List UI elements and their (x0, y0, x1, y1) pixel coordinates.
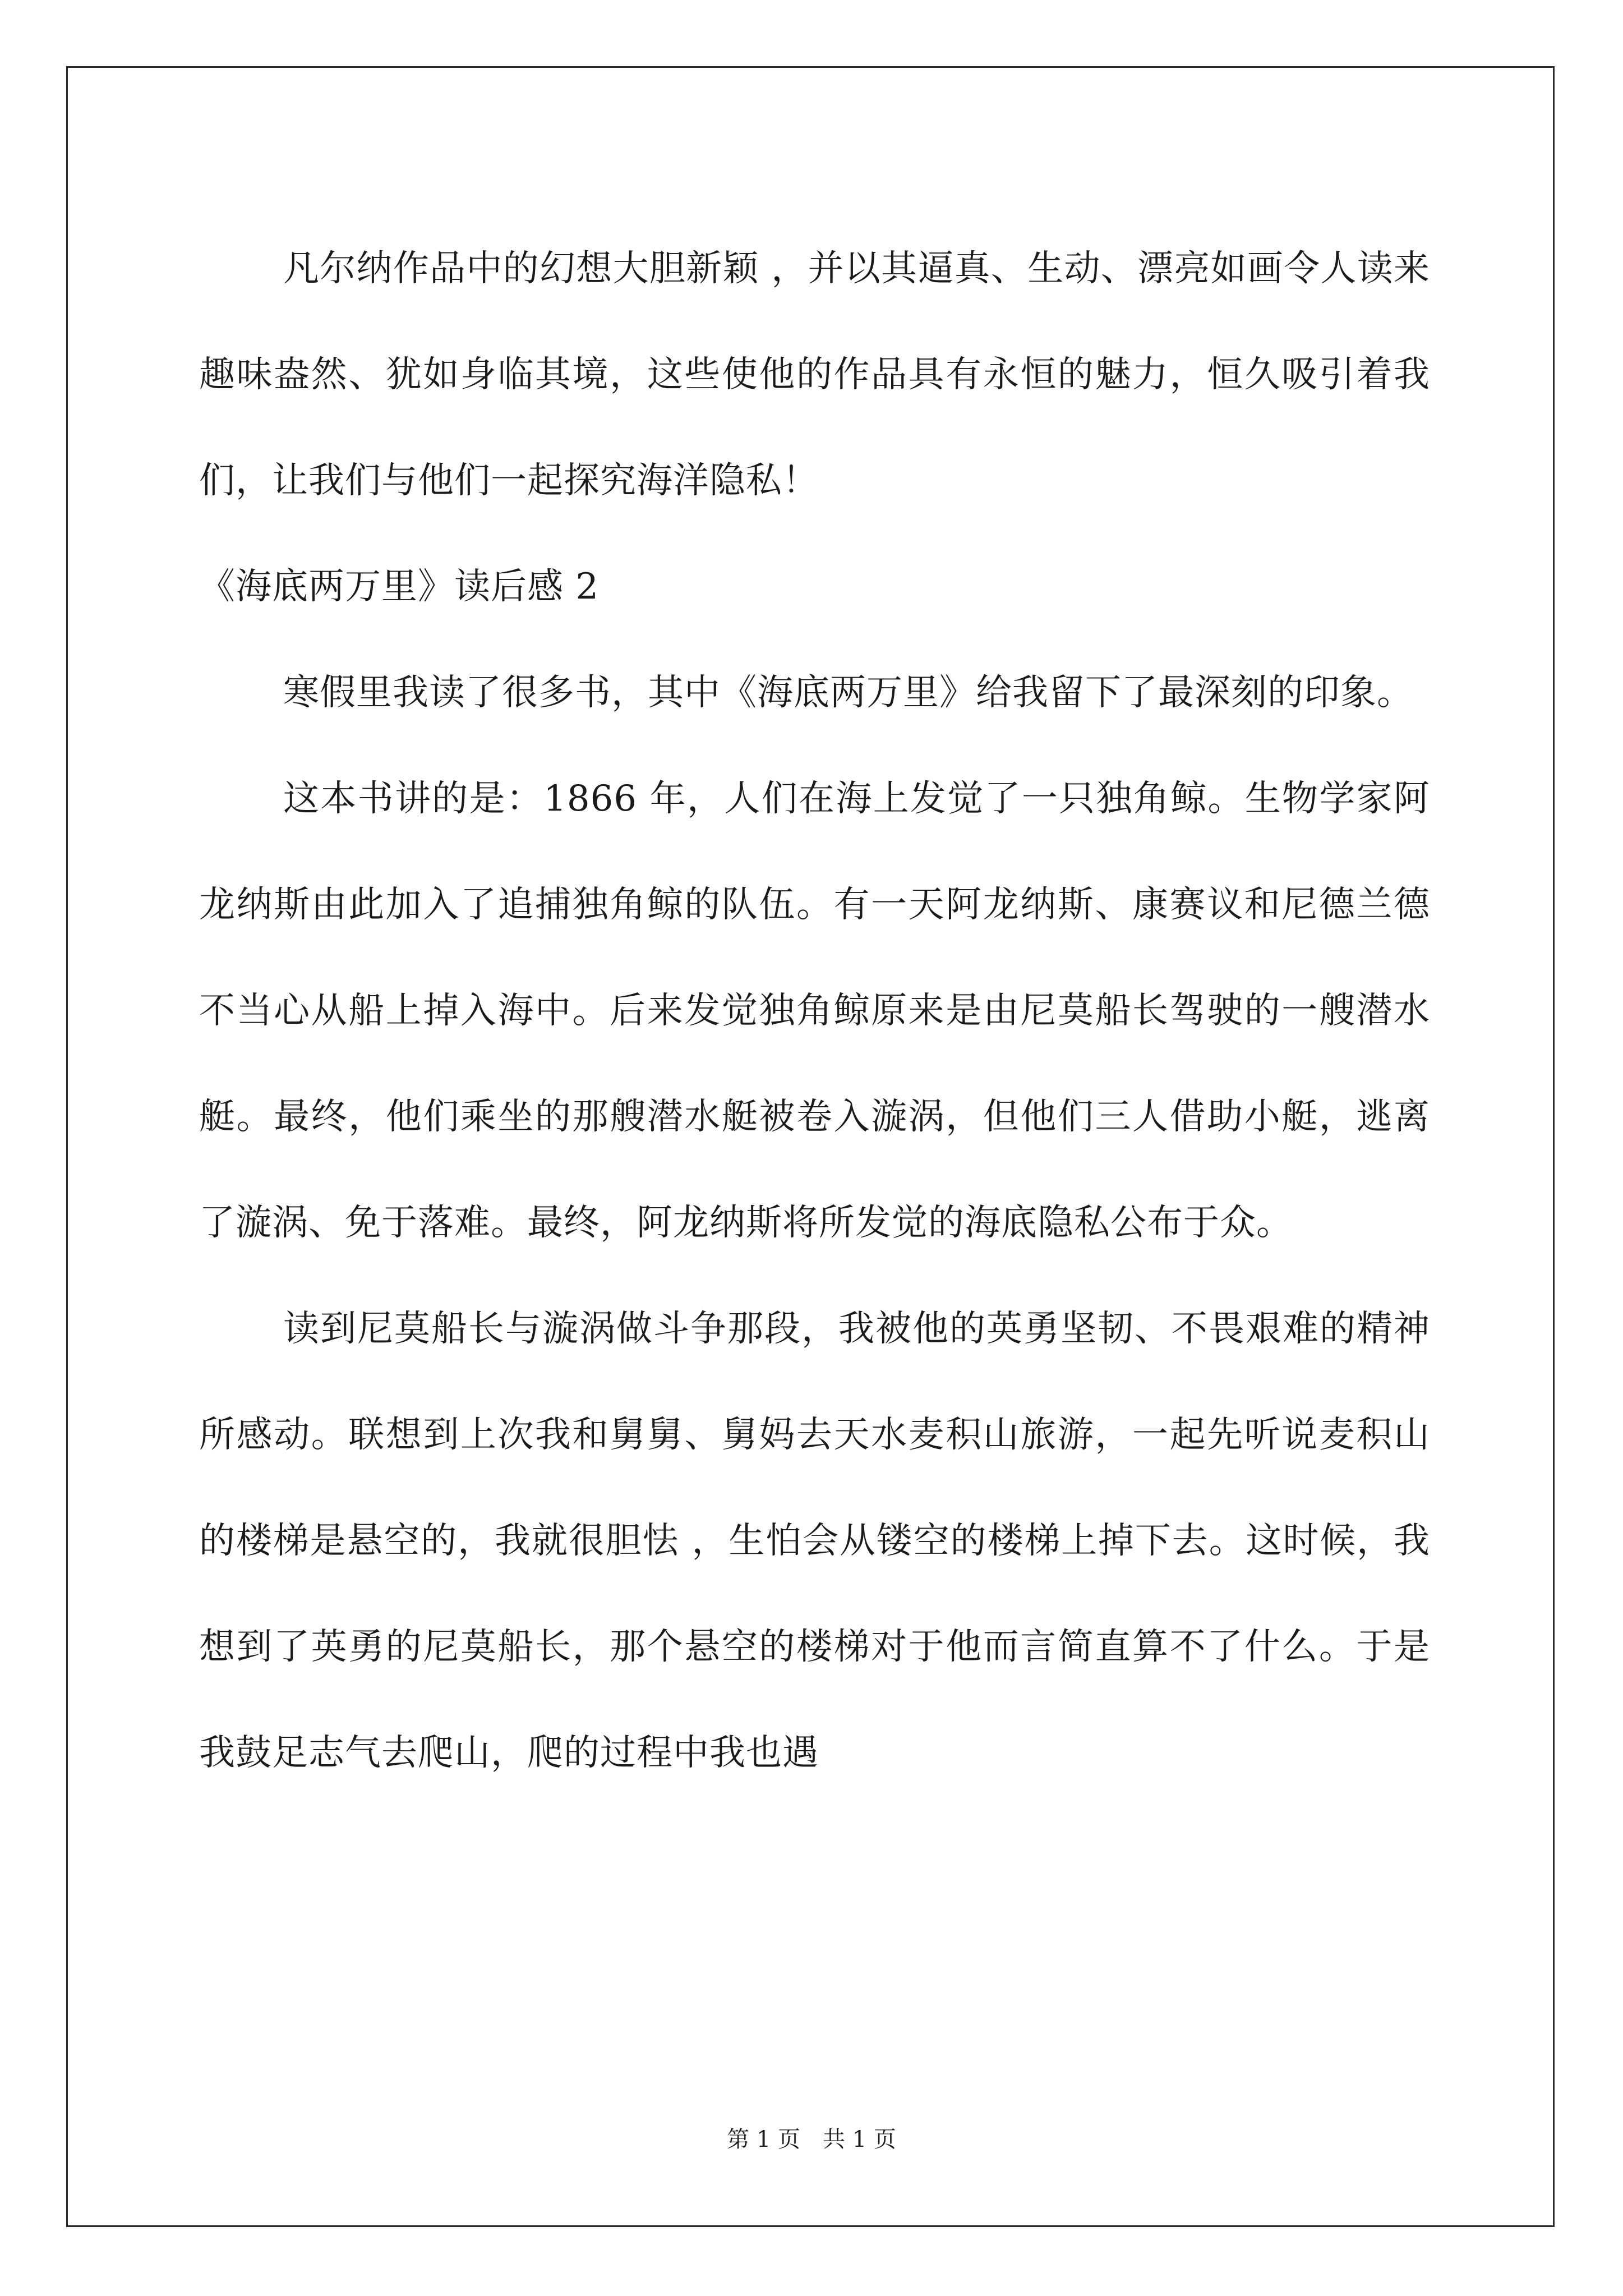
paragraph: 这本书讲的是：1866 年，人们在海上发觉了一只独角鲸。生物学家阿龙纳斯由此加入了追捕独角鲸的队伍。有一天阿龙纳斯、康赛议和尼德兰德不当心从船上掉入海中。后来发觉独角鲸原来是由尼莫船长驾驶的一艘潜水艇。最终，他们乘坐的那艘潜水艇被卷入漩涡，但他们三人借助小艇，逃离了漩涡、免于落难。最终，阿龙纳斯将所发觉的海底隐私公布于众。 (199, 778, 1430, 1244)
paragraph: 读到尼莫船长与漩涡做斗争那段，我被他的英勇坚韧、不畏艰难的精神所感动。联想到上次我和舅舅、舅妈去天水麦积山旅游，一起先听说麦积山的楼梯是悬空的，我就很胆怯 ，生怕会从镂空的楼梯上掉下去。这时候，我想到了英勇的尼莫船长，那个悬空的楼梯对于他而言简直算不了什么。于是我鼓足志气去爬山，爬的过程中我也遇 (199, 1308, 1430, 1774)
section-heading: 《海底两万里》读后感 2 (199, 566, 600, 608)
paragraph: 凡尔纳作品中的幻想大胆新颖 ，并以其逼真、生动、漂亮如画令人读来趣味盎然、犹如身临其境，这些使他的作品具有永恒的魅力，恒久吸引着我们，让我们与他们一起探究海洋隐私！ (199, 248, 1430, 501)
page-footer: 第 1 页 共 1 页 (727, 2127, 896, 2152)
document-body (199, 216, 1430, 1806)
paragraph: 寒假里我读了很多书，其中《海底两万里》给我留下了最深刻的印象。 (283, 672, 1413, 714)
